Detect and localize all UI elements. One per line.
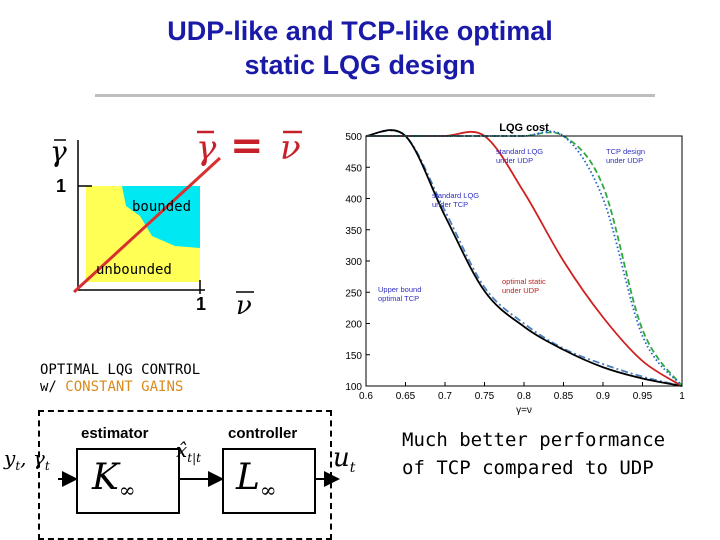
x-tick-label: 0.75	[474, 391, 495, 402]
x-tick-label: 0.6	[359, 391, 373, 402]
chart-x-axis-label: γ=ν	[516, 405, 532, 416]
y-tick-label: 400	[345, 194, 362, 206]
series-line-3	[366, 132, 682, 386]
nu-axis-symbol: ν	[236, 291, 252, 321]
chart-annotation: Upper bound optimal TCP	[378, 285, 422, 303]
y-tick-label: 450	[345, 163, 362, 175]
chart-annotation: standard LQG under TCP	[432, 191, 480, 209]
input-y-sub: t	[15, 459, 21, 473]
title-divider	[95, 94, 655, 97]
controller-gain: L	[236, 457, 260, 498]
chart-annotation: optimal static under UDP	[502, 277, 546, 295]
series-line-1	[366, 130, 682, 386]
equation-gamma: γ	[196, 128, 217, 168]
x-tick-label: 0.9	[596, 391, 610, 402]
chart-annotation: TCP design under UDP	[606, 147, 646, 165]
x-tick-label: 1	[679, 391, 685, 402]
gamma-axis-symbol: γ	[50, 135, 67, 168]
remark-line-1: Much better performance	[402, 429, 666, 451]
input-gamma: γ	[32, 446, 45, 470]
y-tick-label: 150	[345, 350, 362, 362]
caption-highlight: CONSTANT GAINS	[65, 379, 184, 395]
unbounded-label: unbounded	[96, 262, 172, 278]
bounded-label: bounded	[132, 199, 192, 215]
equation-nu: ν	[280, 128, 301, 168]
output-u-sub: t	[349, 460, 356, 477]
block-diagram-caption	[40, 362, 200, 396]
chart-annotation: standard LQG under UDP	[496, 147, 544, 165]
chart-title: LQG cost	[499, 122, 549, 134]
estimate-sub: t|t	[187, 451, 201, 465]
lqg-cost-chart	[326, 118, 706, 416]
x-tick-label: 0.85	[553, 391, 574, 402]
controller-gain-sub: ∞	[259, 478, 277, 503]
y-tick-label: 350	[345, 225, 362, 237]
state-estimate-signal	[176, 438, 201, 470]
y-tick-label: 250	[345, 288, 362, 300]
slide-title	[0, 14, 720, 82]
estimator-gain-sub: ∞	[118, 478, 136, 503]
remark-line-2: of TCP compared to UDP	[402, 457, 654, 479]
title-line-1: UDP-like and TCP-like optimal	[167, 16, 553, 46]
performance-remark	[402, 426, 712, 482]
y-tick-label: 100	[345, 382, 362, 393]
input-gamma-sub: t	[44, 459, 50, 473]
estimate-x: x̂	[176, 438, 188, 462]
series-line-4	[366, 131, 682, 386]
x-tick-label: 0.8	[517, 391, 531, 402]
output-signal	[333, 444, 355, 482]
x-tick-label: 0.95	[632, 391, 653, 402]
output-u: u	[333, 443, 350, 473]
series-line-2	[366, 132, 682, 386]
controller-label: controller	[228, 425, 298, 442]
x-tick-label: 0.7	[438, 391, 452, 402]
caption-line-1: OPTIMAL LQG CONTROL	[40, 362, 201, 378]
y-tick-label: 300	[345, 257, 362, 268]
estimator-label: estimator	[81, 425, 149, 442]
caption-prefix: w/	[40, 379, 66, 395]
estimator-gain: K	[92, 457, 119, 498]
equation-equals: =	[230, 122, 264, 169]
chart-plot-frame	[366, 136, 682, 386]
input-y: y	[4, 446, 16, 470]
x-tick-label: 0.65	[395, 391, 416, 402]
input-signals: $y_t$, $\gamma_t$	[4, 446, 50, 473]
y-tick-label: 1	[56, 176, 67, 196]
title-line-2: static LQG design	[244, 50, 476, 80]
y-tick-label: 200	[345, 319, 362, 331]
series-line-0	[366, 130, 682, 386]
x-tick-label: 1	[196, 294, 207, 314]
y-tick-label: 500	[345, 132, 362, 143]
